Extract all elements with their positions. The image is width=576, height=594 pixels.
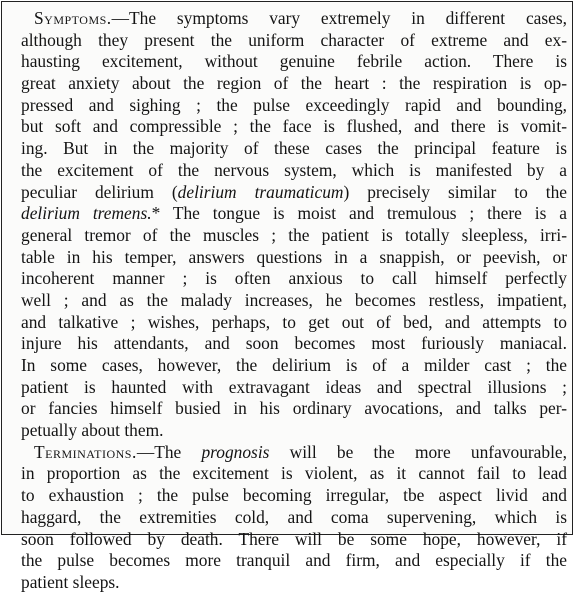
text-run: in proportion as the excitement is violent, as it cannot fail to lead [21, 463, 567, 484]
text-line [21, 268, 567, 290]
text-line [21, 51, 567, 73]
text-run: pressed and sighing ; the pulse exceedingly rapid and bounding, [21, 94, 567, 115]
page-frame [1, 1, 573, 592]
text-line [21, 420, 567, 442]
text-run: injure his attendants, and soon becomes most furiously maniacal. [21, 333, 567, 354]
text-line [21, 333, 567, 355]
text-run: incoherent manner ; is often anxious to call himself perfectly [21, 268, 567, 289]
text-run: table in his temper, answers questions in a snappish, or peevish, or [21, 246, 567, 267]
text-run: In some cases, however, the delirium is of a milder cast ; the [21, 355, 567, 375]
text-line [21, 160, 567, 182]
text-line [21, 507, 567, 529]
text-line [21, 485, 567, 507]
text-run: although they present the uniform character of extreme and ex- [21, 29, 567, 50]
text-run: petually about them. [21, 420, 164, 441]
text-run: soon followed by death. There will be some hope, however, if [21, 528, 567, 549]
text-run: ing. But in the majority of these cases the principal feature is [21, 138, 567, 159]
text-line [21, 442, 567, 464]
text-run: peculiar delirium ( [21, 181, 178, 202]
text-run: to exhaustion ; the pulse becoming irregular, tbe aspect livid and [21, 485, 567, 506]
text-line [21, 95, 567, 117]
section-heading: Symptoms. [34, 8, 112, 28]
text-line [21, 572, 567, 594]
text-line [21, 203, 567, 225]
text-run: great anxiety about the region of the heart : the respiration is op- [21, 73, 567, 94]
text-run: or fancies himself busied in his ordinary avocations, and talks per- [21, 398, 567, 419]
text-line [21, 550, 567, 572]
text-run: patient is haunted with extravagant ideas and spectral illusions ; [21, 376, 567, 397]
text-line [21, 463, 567, 485]
text-run: general tremor of the muscles ; the patient is totally sleepless, irri- [21, 224, 567, 245]
text-line [21, 73, 567, 95]
text-line [21, 312, 567, 334]
text-line [21, 290, 567, 312]
italic-term: delirium tremens. [21, 203, 152, 224]
text-run: patient sleeps. [21, 571, 120, 592]
text-run: haggard, the extremities cold, and coma supervening, which is [21, 506, 567, 527]
document-text [21, 8, 567, 594]
text-line [21, 182, 567, 204]
section-heading: Terminations. [34, 441, 137, 462]
text-run: —The symptoms vary extremely in different cases, [111, 8, 567, 28]
text-run: * The tongue is moist and tremulous ; there is a [151, 203, 567, 224]
text-line [21, 398, 567, 420]
text-run: ) precisely similar to the [343, 181, 567, 202]
text-line [21, 225, 567, 247]
text-run: the excitement of the nervous system, which is manifested by a [21, 159, 567, 180]
text-run: the pulse becomes more tranquil and firm, and especially if the [21, 550, 567, 571]
text-line [21, 529, 567, 551]
text-line [21, 377, 567, 399]
text-run: will be the more unfavourable, [269, 441, 567, 462]
text-line [21, 30, 567, 52]
text-line [21, 8, 567, 30]
text-line [21, 138, 567, 160]
text-line [21, 116, 567, 138]
text-run: and talkative ; wishes, perhaps, to get out of bed, and attempts to [21, 311, 567, 332]
text-run: but soft and compressible ; the face is flushed, and there is vomit- [21, 116, 567, 137]
text-run: —The [136, 441, 202, 462]
text-run: hausting excitement, without genuine febrile action. There is [21, 51, 567, 72]
italic-term: delirium traumaticum [177, 181, 344, 202]
italic-term: prognosis [201, 441, 270, 462]
text-line [21, 355, 567, 377]
text-line [21, 247, 567, 269]
text-run: well ; and as the malady increases, he becomes restless, impatient, [21, 289, 567, 310]
